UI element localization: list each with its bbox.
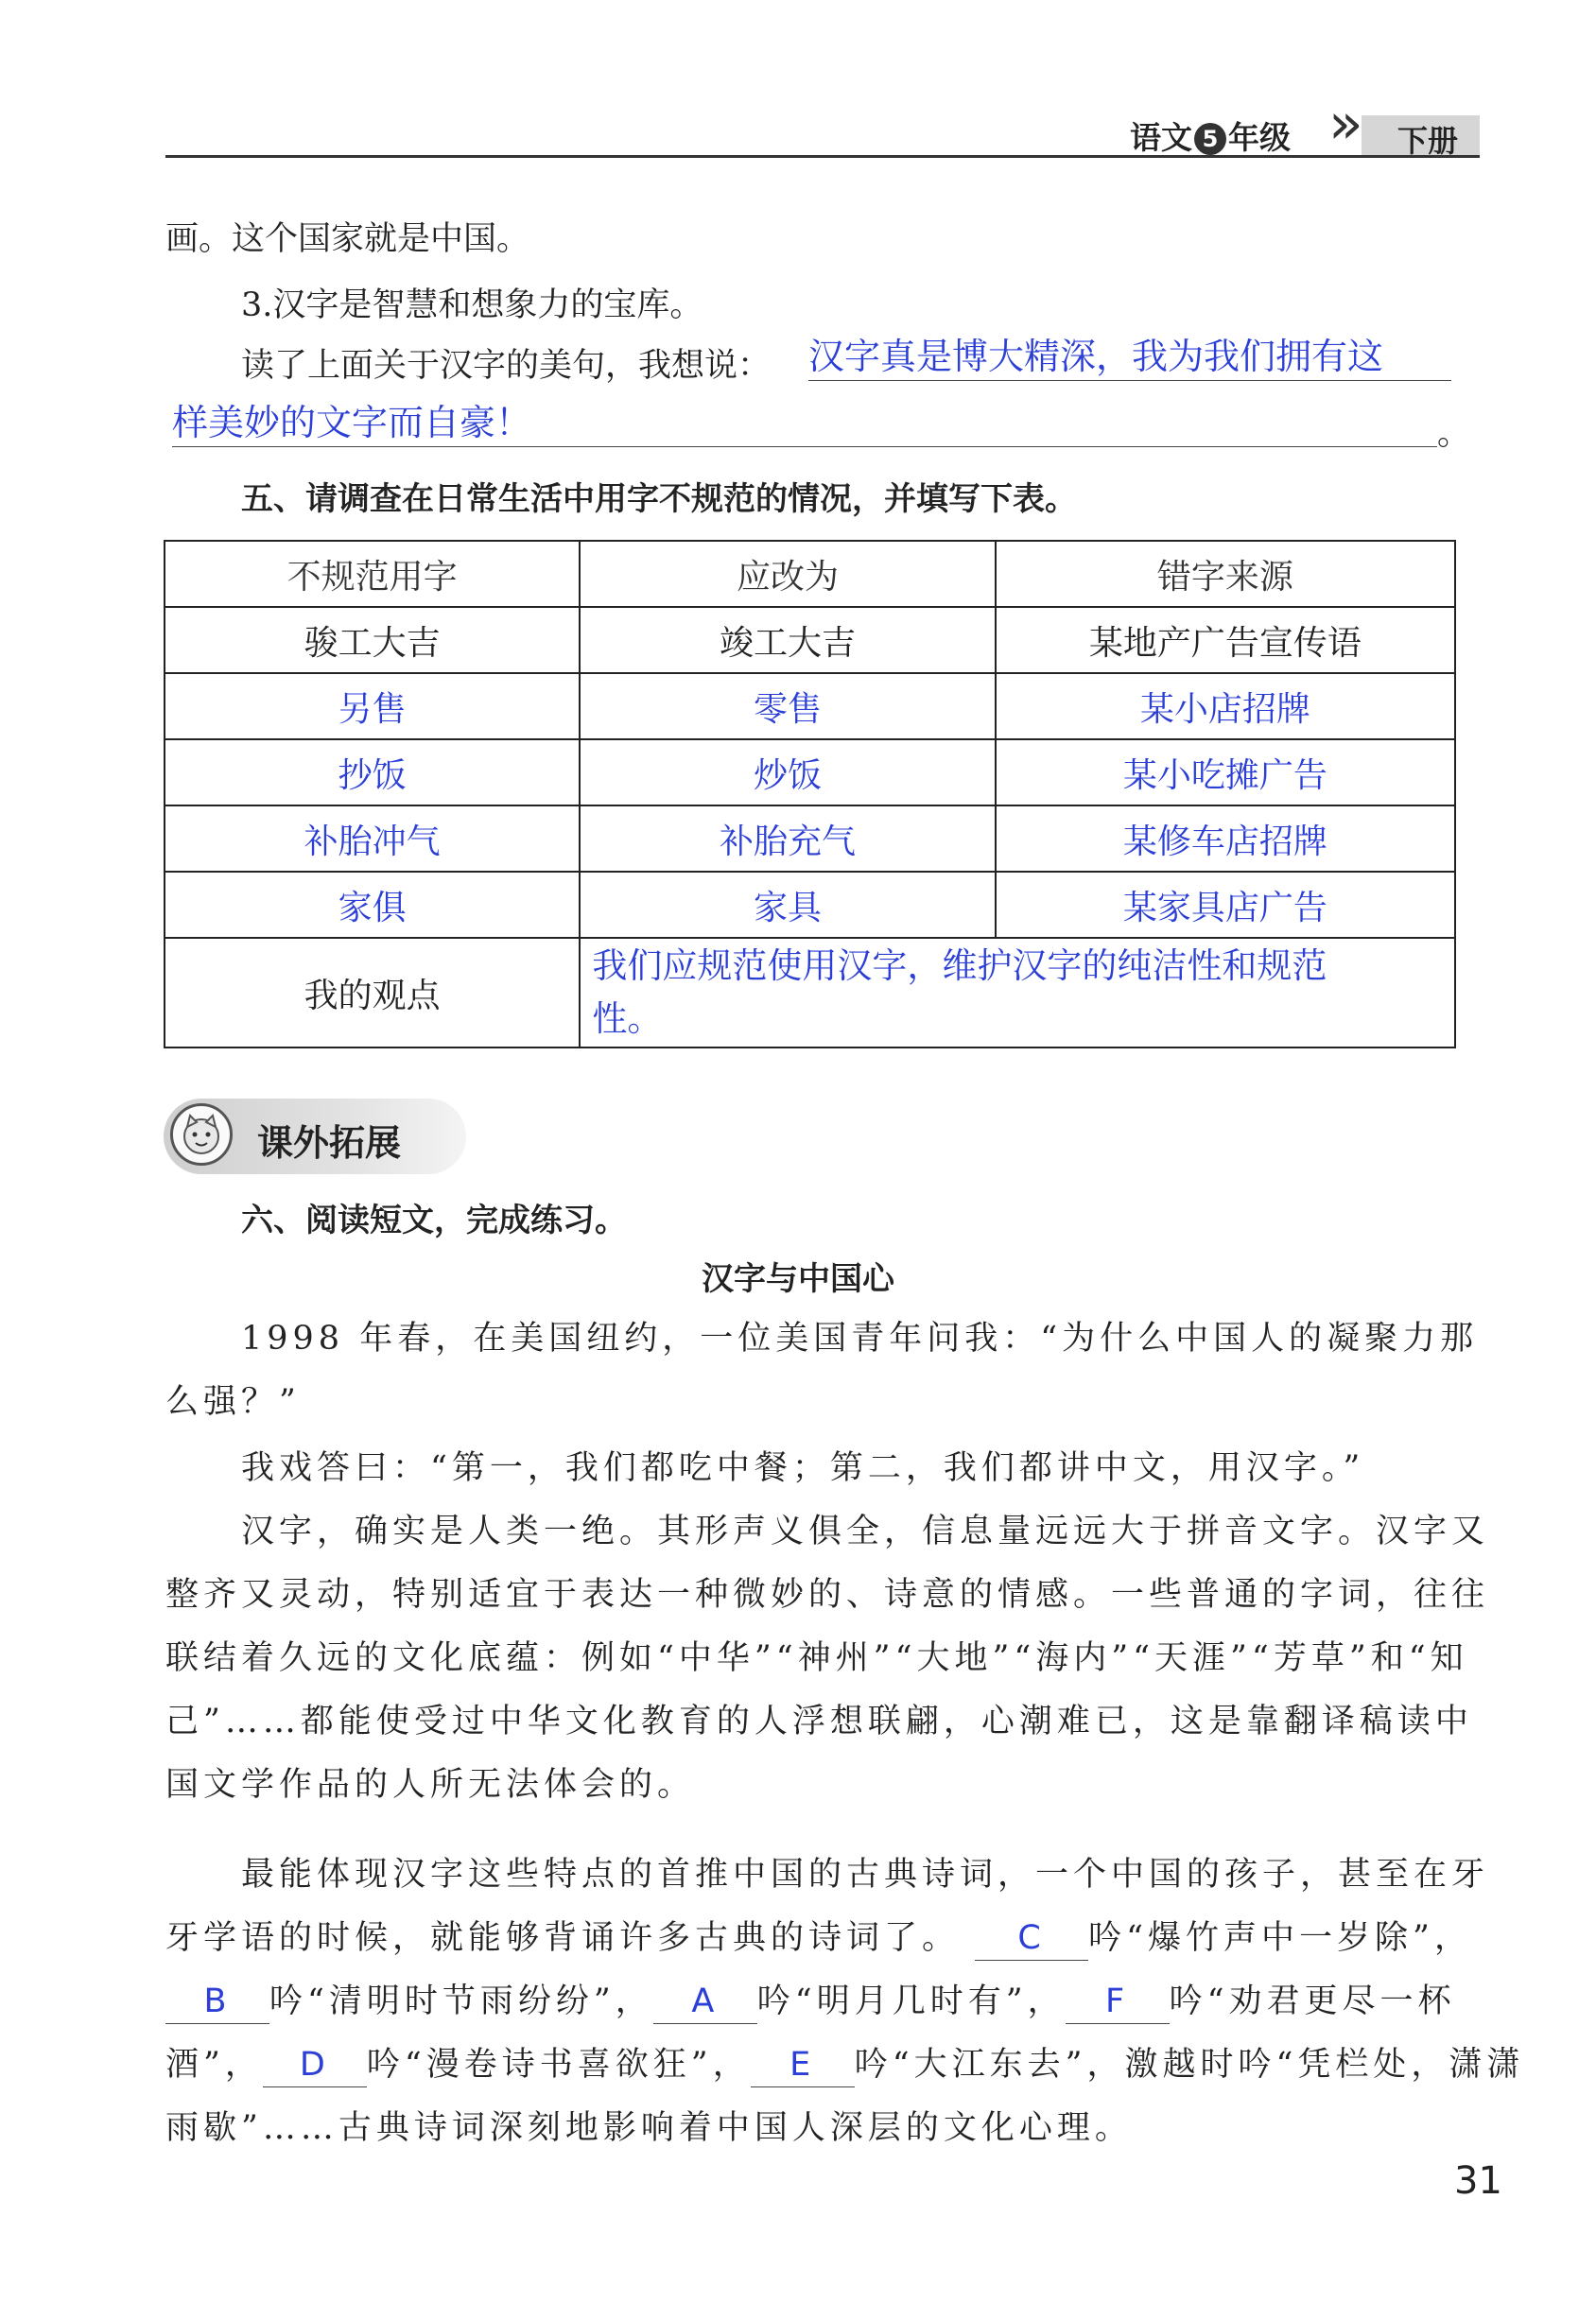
table-cell-answer: 零售 — [580, 673, 995, 739]
table-header-row — [165, 541, 1455, 607]
essay-line-with-blanks — [165, 2043, 1524, 2087]
table-cell: 某地产广告宣传语 — [996, 607, 1455, 673]
essay-text: 吟“大江东去”，激越时吟“凭栏处，潇潇 — [854, 2046, 1525, 2084]
table-row — [165, 739, 1455, 805]
opinion-line: 我们应规范使用汉字，维护汉字的纯洁性和规范 — [592, 945, 1327, 986]
column-header: 应改为 — [580, 541, 995, 607]
cat-face-svg — [173, 1106, 230, 1163]
opinion-line: 性。 — [592, 998, 663, 1039]
grade-number-badge: 5 — [1194, 123, 1226, 155]
text-line: 画。这个国家就是中国。 — [165, 220, 530, 258]
page-number: 31 — [1454, 2159, 1502, 2203]
essay-text: 吟“清明时节雨纷纷”， — [269, 1982, 653, 2020]
essay-line: 1998 年春，在美国纽约，一位美国青年问我：“为什么中国人的凝聚力那 — [241, 1320, 1479, 1358]
header-volume: 下册 — [1397, 123, 1459, 159]
essay-line: 整齐又灵动，特别适宜于表达一种微妙的、诗意的情感。一些普通的字词，往往 — [165, 1576, 1490, 1614]
table-row — [165, 805, 1455, 872]
essay-line-with-blanks — [165, 1980, 1456, 2024]
text-line: 3.汉字是智慧和想象力的宝库。 — [241, 286, 703, 324]
article-title: 汉字与中国心 — [702, 1260, 894, 1298]
extension-badge-label: 课外拓展 — [257, 1122, 402, 1164]
essay-line: 联结着久远的文化底蕴：例如“中华”“神州”“大地”“海内”“天涯”“芳草”和“知 — [165, 1639, 1468, 1677]
essay-line: 我戏答曰：“第一，我们都吃中餐；第二，我们都讲中文，用汉字。” — [241, 1449, 1365, 1487]
table-row — [165, 607, 1455, 673]
table-cell-answer: 炒饭 — [580, 739, 995, 805]
table-cell-answer: 补胎充气 — [580, 805, 995, 872]
table-cell-answer: 某小吃摊广告 — [996, 739, 1455, 805]
answer-blank: B — [165, 1980, 269, 2024]
answer-blank: A — [653, 1980, 757, 2024]
table-row — [165, 673, 1455, 739]
section-title: 五、请调查在日常生活中用字不规范的情况，并填写下表。 — [241, 480, 1077, 518]
table-row-opinion — [165, 938, 1455, 1047]
essay-line: 国文学作品的人所无法体会的。 — [165, 1766, 696, 1804]
double-chevron-icon: » — [1328, 91, 1350, 157]
section-title: 六、阅读短文，完成练习。 — [241, 1202, 627, 1239]
prompt-text: 读了上面关于汉字的美句，我想说： — [241, 347, 772, 385]
table-cell: 骏工大吉 — [165, 607, 580, 673]
header-subject-grade — [1130, 113, 1291, 158]
opinion-answer — [580, 938, 1455, 1047]
table-cell-answer: 某家具店广告 — [996, 872, 1455, 938]
essay-line: 么强？” — [165, 1383, 301, 1421]
essay-text: 吟“明月几时有”， — [756, 1982, 1066, 2020]
header-subject: 语文 — [1130, 119, 1192, 156]
table-cell: 竣工大吉 — [580, 607, 995, 673]
answer-blank: E — [751, 2043, 855, 2087]
cat-face-icon — [170, 1103, 233, 1166]
table-cell-answer: 某修车店招牌 — [996, 805, 1455, 872]
table-cell-answer: 某小店招牌 — [996, 673, 1455, 739]
essay-line: 雨歇”……古典诗词深刻地影响着中国人深层的文化心理。 — [165, 2109, 1133, 2147]
answer-line: 样美妙的文字而自豪！ — [172, 399, 1437, 447]
survey-table — [164, 540, 1456, 1048]
answer-blank: D — [263, 2043, 367, 2087]
opinion-label: 我的观点 — [165, 938, 580, 1047]
essay-text: 牙学语的时候，就能够背诵许多古典的诗词了。 — [165, 1919, 961, 1957]
answer-blank: C — [975, 1916, 1088, 1961]
table-row — [165, 872, 1455, 938]
essay-line-with-blank — [165, 1916, 1472, 1961]
essay-line: 己”……都能使受过中华文化教育的人浮想联翩，心潮难已，这是靠翻译稿读中 — [165, 1703, 1473, 1740]
essay-text: 吟“爆竹声中一岁除”， — [1088, 1919, 1472, 1957]
table-cell-answer: 补胎冲气 — [165, 805, 580, 872]
answer-line: 汉字真是博大精深，我为我们拥有这 — [808, 333, 1451, 381]
table-cell-answer: 家俱 — [165, 872, 580, 938]
essay-text: 吟“劝君更尽一杯 — [1169, 1982, 1456, 2020]
column-header: 错字来源 — [996, 541, 1455, 607]
table-cell-answer: 抄饭 — [165, 739, 580, 805]
table-cell-answer: 另售 — [165, 673, 580, 739]
table-cell-answer: 家具 — [580, 872, 995, 938]
essay-line: 最能体现汉字这些特点的首推中国的古典诗词，一个中国的孩子，甚至在牙 — [241, 1856, 1490, 1894]
essay-text: 酒”， — [165, 2046, 263, 2084]
header-grade: 年级 — [1228, 119, 1291, 156]
period-mark: 。 — [1437, 415, 1471, 453]
answer-blank: F — [1066, 1980, 1170, 2024]
essay-line: 汉字，确实是人类一绝。其形声义俱全，信息量远远大于拼音文字。汉字又 — [241, 1513, 1490, 1550]
essay-text: 吟“漫卷诗书喜欲狂”， — [366, 2046, 751, 2084]
column-header: 不规范用字 — [165, 541, 580, 607]
